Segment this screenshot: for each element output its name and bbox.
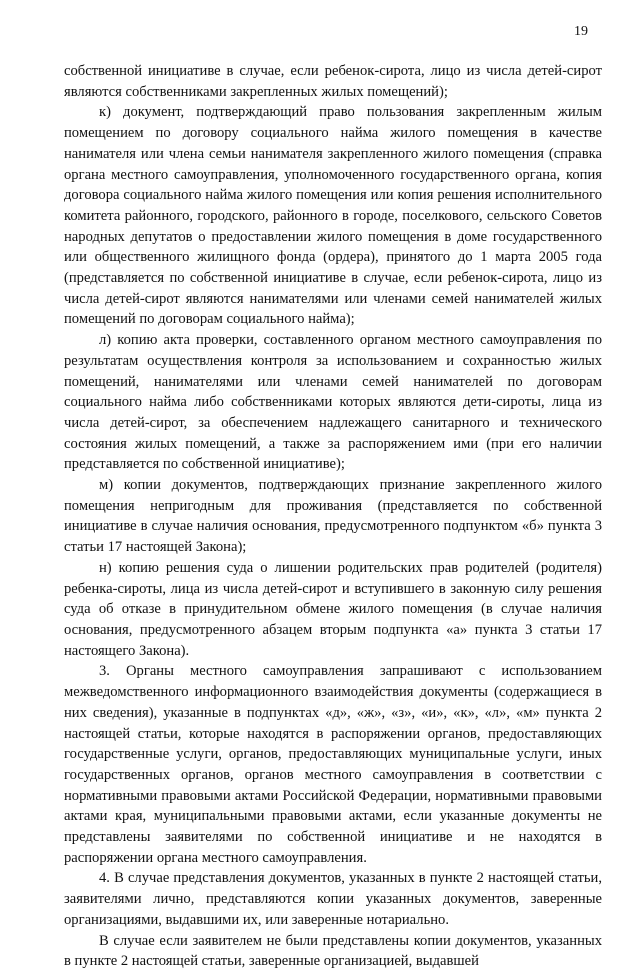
- paragraph-point-4-continued: В случае если заявителем не были представлены копии документов, указанных в пункте 2 настоящей статьи, заверенные организацией, выдавшей: [64, 932, 602, 970]
- document-body: [64, 61, 602, 972]
- paragraph-point-4: 4. В случае представления документов, указанных в пункте 2 настоящей статьи, заявителями лично, представляются копии указанных документов, заверенные организациями, выдавшими их, или заверенные нотариально.: [64, 870, 602, 928]
- paragraph-item-n: н) копию решения суда о лишении родительских прав родителей (родителя) ребенка-сироты, лица из числа детей-сирот и вступившего в законную силу решения суда об отказе в принудительном обмене жилого помещения (в случае наличия основания, предусмотренного абзацем вторым подпункта «а» пункта 3 статьи 17 настоящего Закона).: [64, 559, 602, 659]
- paragraph-continuation: собственной инициативе в случае, если ребенок-сирота, лицо из числа детей-сирот являются собственниками закрепленных жилых помещений);: [64, 63, 602, 100]
- paragraph-point-3: 3. Органы местного самоуправления запрашивают с использованием межведомственного информационного взаимодействия документы (содержащиеся в них сведения), указанные в подпунктах «д», «ж», «з», «и», «к», «л», «м» пункта 2 настоящей статьи, которые находятся в распоряжении органов, предоставляющих государственные услуги, органов, предоставляющих муниципальные услуги, иных государственных органов, органов местного самоуправления в соответствии с нормативными правовыми актами Российской Федерации, нормативными правовыми актами края, муниципальными правовыми актами, если указанные документы не представлены заявителями по собственной инициативе и не находятся в распоряжении органа местного самоуправления.: [64, 663, 602, 866]
- page-number: 19: [574, 24, 588, 39]
- paragraph-item-m: м) копии документов, подтверждающих признание закрепленного жилого помещения непригодным для проживания (представляется по собственной инициативе в случае наличия основания, предусмотренного подпунктом «б» пункта 3 статьи 17 настоящей Закона);: [64, 477, 602, 556]
- paragraph-item-k: к) документ, подтверждающий право пользования закрепленным жилым помещением по договору социального найма жилого помещения в качестве нанимателя или члена семьи нанимателя закрепленного жилого помещения (справка органа местного самоуправления, уполномоченного государственного органа, копия договора социального найма жилого помещения или копия решения исполнительного комитета районного, городского, районного в городе, поселкового, сельского Советов народных депутатов о предоставлении жилого помещения в доме государственного или общественного жилищного фонда (ордера), принятого до 1 марта 2005 года (представляется по собственной инициативе в случае, если ребенок-сирота, лицо из числа детей-сирот являются нанимателями или членами семей нанимателей жилых помещений по договорам социального найма);: [64, 104, 602, 328]
- paragraph-item-l: л) копию акта проверки, составленного органом местного самоуправления по результатам осуществления контроля за использованием и сохранностью жилых помещений, нанимателями или членами семей нанимателей по договорам социального найма либо собственниками которых являются дети-сироты, лица из числа детей-сирот, за обеспечением надлежащего санитарного и технического состояния жилых помещений, а также за распоряжением ими (при его наличии представляется по собственной инициативе);: [64, 332, 602, 473]
